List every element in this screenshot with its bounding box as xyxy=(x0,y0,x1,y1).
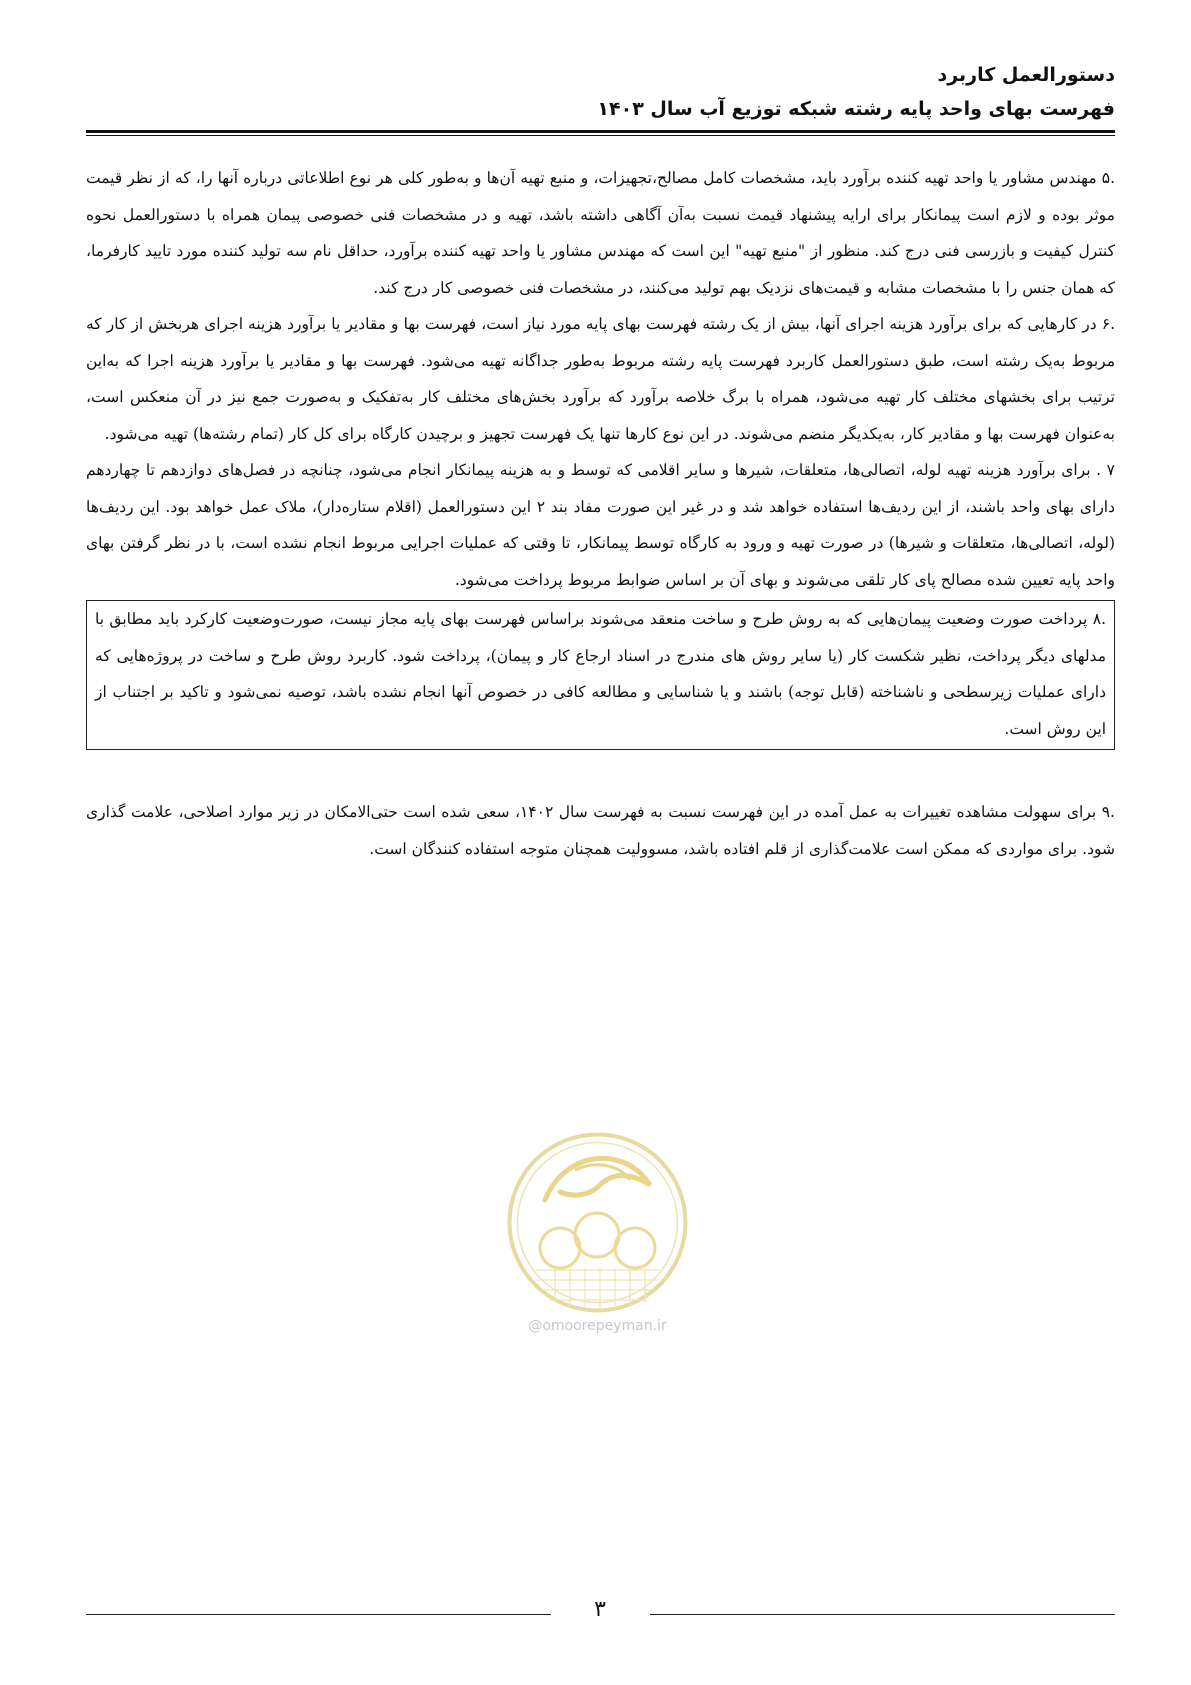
paragraph-gap xyxy=(86,750,1115,794)
watermark-url: @omoorepeyman.ir xyxy=(528,1318,667,1334)
header-rule-thick xyxy=(86,130,1115,133)
page-header xyxy=(88,58,1115,126)
paragraph-6: .۶ در کارهایی که برای برآورد هزینه اجرای آنها، بیش از یک رشته فهرست بهای پایه مورد نیاز است، فهرست بها و مقادیر یا برآورد هزینه اجرای هربخش از کار که مربوط به‌یک رشته است، طبق دستورالعمل کاربرد فهرست پایه رشته مربوط به‌طور جداگانه تهیه می‌شود. فهرست بها و مقادیر یا برآورد هزینه اجرا که به‌این ترتیب برای بخشهای مختلف کار تهیه می‌شود، همراه با برگ خلاصه برآورد که برآورد بخش‌های مختلف کار به‌تفکیک و به‌صورت جمع نیز در آن منعکس است، به‌عنوان فهرست بها و مقادیر کار، به‌یکدیگر منضم می‌شوند. در این نوع کارها تنها یک فهرست تجهیز و برچیدن کارگاه برای کل کار (تمام رشته‌ها) تهیه می‌شود. xyxy=(86,315,1115,443)
paragraph-8-boxed: .۸ پرداخت صورت وضعیت پیمان‌هایی که به روش طرح و ساخت منعقد می‌شوند براساس فهرست بهای پایه مجاز نیست، صورت‌وضعیت کارکرد باید مطابق با مدلهای دیگر پرداخت، نظیر شکست کار (یا سایر روش های مندرج در اسناد ارجاع کار و پیمان)، پرداخت شود. کاربرد روش طرح و ساخت در پروژه‌هایی که دارای عملیات زیرسطحی و ناشناخته (قابل توجه) باشند و یا شناسایی و مطالعه کافی در خصوص آنها انجام نشده باشد، توصیه نمی‌شود و تاکید بر اجتناب از این روش است. xyxy=(86,600,1115,750)
paragraph-9: .۹ برای سهولت مشاهده تغییرات به عمل آمده در این فهرست نسبت به فهرست سال ۱۴۰۲، سعی شده است حتی‌الامکان در زیر موارد اصلاحی، علامت گذاری شود. برای مواردی که ممکن است علامت‌گذاری از قلم افتاده باشد، مسوولیت همچنان متوجه استفاده کنندگان است. xyxy=(86,803,1115,858)
footer-rule-left xyxy=(86,1614,551,1615)
document-title: دستورالعمل کاربرد xyxy=(937,64,1115,86)
page-number: ۳ xyxy=(594,1597,606,1622)
footer-rule-right xyxy=(650,1614,1115,1615)
watermark-logo-icon xyxy=(505,1130,690,1315)
header-rule-thin xyxy=(86,135,1115,136)
document-body xyxy=(86,160,1115,867)
paragraph-7: ۷ . برای برآورد هزینه تهیه لوله، اتصالی‌ها، متعلقات، شیرها و سایر اقلامی که توسط و به هزینه پیمانکار انجام می‌شود، چنانچه در فصل‌های دوازدهم تا چهاردهم دارای بهای واحد باشند، از این ردیف‌ها استفاده خواهد شد و در غیر این صورت مفاد بند ۲ این دستورالعمل (اقلام ستاره‌دار)، ملاک عمل خواهد بود. این ردیف‌ها (لوله، اتصالی‌ها، متعلقات و شیرها) در صورت تهیه و ورود به کارگاه توسط پیمانکار، تا وقتی که عملیات اجرایی مربوط انجام نشده است، با در نظر گرفتن بهای واحد پایه تعیین شده مصالح پای کار تلقی می‌شوند و بهای آن بر اساس ضوابط مربوط پرداخت می‌شود. xyxy=(86,461,1116,589)
paragraph-5: .۵ مهندس مشاور یا واحد تهیه کننده برآورد باید، مشخصات کامل مصالح،تجهیزات، و منبع تهیه آن‌ها و به‌طور کلی هر نوع اطلاعاتی درباره آنها را، که از نظر قیمت موثر بوده و لازم است پیمانکار برای ارایه پیشنهاد قیمت نسبت به‌آن آگاهی داشته باشد، تهیه و در مشخصات فنی خصوصی پیمان همراه با دستورالعمل نحوه کنترل کیفیت و بازرسی فنی درج کند. منظور از "منبع تهیه" این است که مهندس مشاور یا واحد تهیه کننده برآورد، حداقل نام سه تولید کننده مورد تایید کارفرما، که همان جنس را با مشخصات مشابه و قیمت‌های نزدیک بهم تولید می‌کنند، در مشخصات فنی خصوصی کار درج کند. xyxy=(86,169,1115,297)
document-subtitle: فهرست بهای واحد پایه رشته شبکه توزیع آب سال ۱۴۰۳ xyxy=(597,98,1115,120)
